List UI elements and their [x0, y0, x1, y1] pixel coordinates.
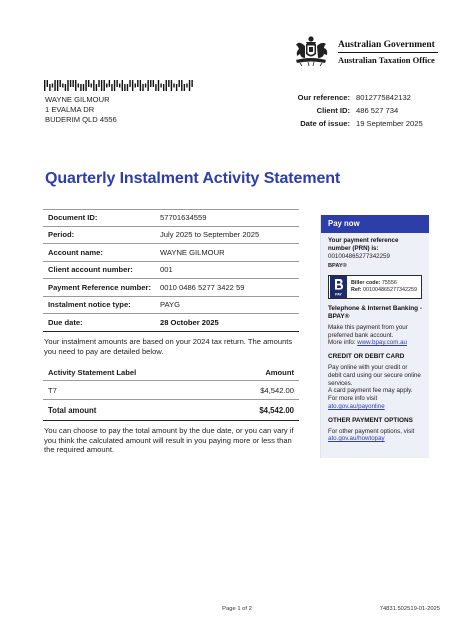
barcode-bar — [88, 80, 89, 87]
intro-paragraph: Your instalment amounts are based on your 2024 tax return. The amounts you need to pay are detailed below. — [44, 337, 293, 356]
barcode-bar — [91, 84, 92, 88]
barcode-bar — [78, 84, 79, 88]
barcode-bar — [150, 80, 151, 87]
detail-label: Client account number: — [48, 265, 133, 275]
detail-value: WAYNE GILMOUR — [160, 247, 225, 257]
item-label: T7 — [48, 385, 57, 395]
detail-value: 57701634559 — [160, 213, 207, 223]
page-number: Page 1 of 2 — [222, 606, 252, 612]
amounts-table — [43, 364, 299, 421]
detail-row-due-date — [43, 314, 299, 332]
barcode-bar — [83, 84, 84, 91]
barcode-bar — [132, 80, 133, 91]
detail-row-account-name — [43, 244, 299, 262]
recipient-name: WAYNE GILMOUR — [45, 95, 110, 104]
statement-details-table — [43, 209, 299, 332]
biller-code-label: Biller code: — [351, 279, 381, 286]
bpay-codes — [351, 280, 417, 294]
client-id-value: 486 527 734 — [356, 106, 399, 115]
detail-label: Payment Reference number: — [48, 282, 151, 292]
client-id-row — [290, 104, 450, 117]
barcode-bar — [189, 80, 190, 91]
detail-label: Document ID: — [48, 213, 98, 223]
bpay-logo-icon — [330, 276, 347, 298]
card-more-text: For more info visit — [328, 395, 378, 403]
other-options-text: For other payment options, visit — [328, 427, 415, 435]
barcode-bar — [93, 80, 94, 91]
address-line-1: 1 EVALMA DR — [45, 105, 95, 114]
detail-value: 001 — [160, 265, 173, 275]
detail-label: Instalment notice type: — [48, 300, 131, 310]
barcode-bar — [47, 80, 48, 87]
barcode-bar — [44, 80, 45, 91]
our-reference-value: 8012775842132 — [356, 93, 411, 102]
barcode-bar — [153, 80, 154, 87]
barcode-bar — [85, 80, 86, 91]
barcode-bar — [124, 84, 125, 91]
document-code: 74831.502519-01-2025 — [379, 606, 440, 612]
detail-label: Account name: — [48, 247, 103, 257]
barcode-bar — [158, 80, 159, 91]
barcode-bar — [96, 84, 97, 91]
barcode-bar — [166, 80, 167, 91]
barcode-bar — [70, 80, 71, 87]
barcode-bar — [186, 84, 187, 88]
barcode-bar — [65, 84, 66, 91]
pay-now-panel — [320, 215, 429, 458]
header-rule — [338, 52, 438, 53]
detail-value: July 2025 to September 2025 — [160, 230, 260, 240]
svg-text:PAY: PAY — [335, 292, 342, 297]
reference-block — [290, 91, 450, 130]
bpay-ref-value: 001004865277342259 — [362, 287, 417, 294]
government-header — [288, 34, 438, 70]
total-row — [43, 400, 299, 421]
barcode-bar — [142, 84, 143, 91]
barcode-bar — [173, 84, 174, 88]
date-of-issue-value: 19 September 2025 — [356, 119, 423, 128]
pay-now-body — [321, 233, 429, 443]
bpay-link[interactable]: www.bpay.com.au — [357, 339, 407, 347]
barcode-bar — [49, 84, 50, 91]
total-amount: $4,542.00 — [259, 405, 294, 415]
barcode-bar — [163, 84, 164, 91]
detail-row-payment-reference — [43, 279, 299, 297]
postal-barcode — [44, 80, 194, 91]
barcode-bar — [101, 80, 102, 91]
detail-row-document-id — [43, 209, 299, 227]
barcode-bar — [106, 84, 107, 88]
more-info-prefix: More info: — [328, 339, 358, 347]
agency-title: Australian Taxation Office — [338, 55, 435, 65]
date-of-issue-row — [290, 117, 450, 130]
address-line-2: BUDERIM QLD 4556 — [45, 115, 117, 124]
card-fee-text: A card payment fee may apply. — [328, 387, 413, 395]
bpay-box — [328, 275, 422, 299]
detail-label: Period: — [48, 230, 75, 240]
pay-now-header: Pay now — [321, 215, 429, 233]
prn-value: 001004865277342259 — [328, 252, 390, 260]
amounts-header-row — [43, 364, 299, 381]
detail-row-period — [43, 227, 299, 245]
barcode-bar — [168, 80, 169, 87]
barcode-bar — [147, 80, 148, 91]
barcode-bar — [127, 84, 128, 91]
column-header-label: Activity Statement Label — [48, 367, 137, 377]
government-title: Australian Government — [338, 40, 435, 50]
coat-of-arms-icon — [288, 34, 334, 68]
barcode-bar — [57, 80, 58, 91]
barcode-bar — [171, 80, 172, 91]
payonline-link[interactable]: ato.gov.au/payonline — [328, 402, 385, 410]
prn-label: Your payment reference number (PRN) is: — [328, 237, 399, 252]
barcode-bar — [67, 80, 68, 91]
total-label: Total amount — [48, 405, 97, 415]
barcode-bar — [119, 84, 120, 88]
detail-value: 28 October 2025 — [160, 317, 219, 327]
barcode-bar — [135, 84, 136, 88]
detail-value: 0010 0486 5277 3422 59 — [160, 282, 245, 292]
item-amount: $4,542.00 — [260, 385, 294, 395]
barcode-bar — [145, 84, 146, 88]
barcode-bar — [111, 84, 112, 91]
our-reference-row — [290, 91, 450, 104]
howtopay-link[interactable]: ato.gov.au/howtopay — [328, 435, 385, 443]
barcode-bar — [137, 80, 138, 87]
barcode-bar — [72, 80, 73, 87]
barcode-bar — [54, 80, 55, 91]
telephone-banking-text: Make this payment from your preferred bank account. — [328, 323, 408, 339]
barcode-bar — [52, 84, 53, 88]
barcode-bar — [176, 84, 177, 91]
barcode-bar — [181, 80, 182, 91]
column-header-amount: Amount — [265, 367, 294, 377]
barcode-bar — [140, 80, 141, 91]
barcode-bar — [160, 84, 161, 88]
bpay-more-info — [328, 339, 422, 347]
barcode-bar — [103, 80, 104, 91]
barcode-bar — [98, 80, 99, 87]
page-title: Quarterly Instalment Activity Statement — [45, 170, 341, 187]
card-text: Pay online with your credit or debit card using our secure online services. — [328, 363, 421, 387]
barcode-bar — [191, 80, 192, 87]
telephone-banking-title: Telephone & Internet Banking - BPAY® — [328, 305, 422, 320]
card-title: CREDIT OR DEBIT CARD — [328, 353, 405, 361]
table-row — [43, 381, 299, 400]
client-id-label: Client ID: — [316, 106, 350, 115]
barcode-bar — [75, 80, 76, 91]
barcode-bar — [116, 80, 117, 87]
our-reference-label: Our reference: — [297, 93, 350, 102]
barcode-bar — [109, 80, 110, 87]
detail-value: PAYG — [160, 300, 180, 310]
biller-code-value: 75556 — [381, 279, 397, 286]
bpay-mark: BPAY® — [328, 263, 347, 270]
other-options-title: OTHER PAYMENT OPTIONS — [328, 416, 413, 424]
detail-row-notice-type — [43, 297, 299, 315]
date-of-issue-label: Date of issue: — [300, 119, 350, 128]
barcode-bar — [80, 84, 81, 91]
barcode-bar — [155, 84, 156, 91]
barcode-bar — [60, 80, 61, 87]
bpay-ref-label: Ref: — [351, 287, 362, 294]
recipient-address — [45, 95, 117, 125]
barcode-bar — [114, 80, 115, 91]
detail-row-client-account-number — [43, 262, 299, 280]
barcode-bar — [184, 84, 185, 91]
closing-paragraph: You can choose to pay the total amount by the due date, or you can vary if you think the calculated amount will result in you paying more or less than the required amount. — [44, 426, 294, 455]
barcode-bar — [122, 80, 123, 91]
barcode-bar — [129, 80, 130, 87]
barcode-bar — [178, 80, 179, 87]
detail-label: Due date: — [48, 317, 83, 327]
barcode-bar — [62, 84, 63, 88]
